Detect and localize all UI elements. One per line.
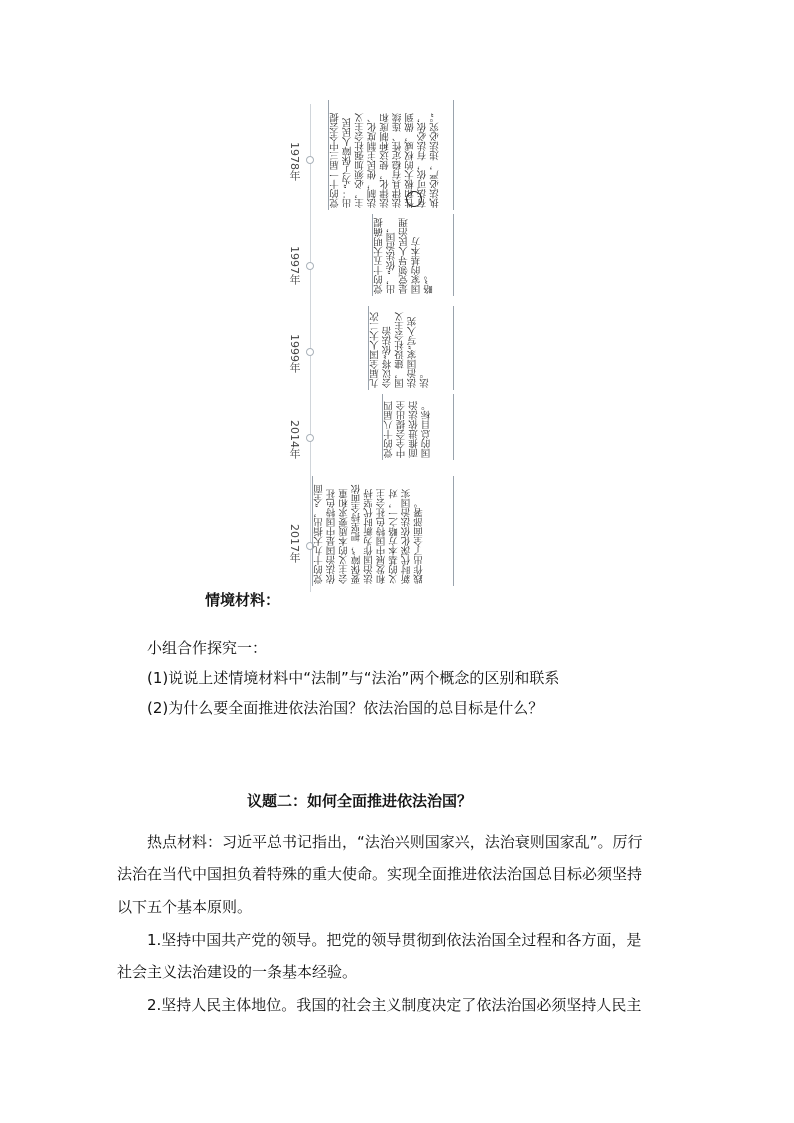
timeline-figure <box>272 96 472 606</box>
timeline-year: 1999年 <box>288 334 301 373</box>
timeline-year: 2014年 <box>288 420 301 459</box>
circled-char-mark <box>406 191 422 207</box>
timeline-dot <box>306 262 314 270</box>
group-task-q2: (2)为什么要全面推进依法治国？依法治国的总目标是什么？ <box>147 699 544 717</box>
group-task-title: 小组合作探究一： <box>147 639 268 657</box>
group-task-q1: (1)说说上述情境材料中“法制”与“法治”两个概念的区别和联系 <box>147 669 560 687</box>
paragraph-line: 法治在当代中国担负着特殊的重大使命。实现全面推进依法治国总目标必须坚持 <box>117 865 643 883</box>
timeline-dot <box>306 348 314 356</box>
topic2-heading: 议题二：如何全面推进依法治国？ <box>247 792 473 810</box>
timeline-year: 1997年 <box>288 246 301 285</box>
paragraph-line: 以下五个基本原则。 <box>117 898 253 916</box>
paragraph-line: 2.坚持人民主体地位。我国的社会主义制度决定了依法治国必须坚持人民主 <box>147 996 642 1014</box>
timeline-text: 党的十九大指出，“全面依法治国是中国特色社会主义的本质要求和重要保障”，把坚持全面依法治国作为新时代坚持和发展中国特色社会主义的基本方略之一，对新时代深化依法治国实践作出了全面部署。 <box>314 484 425 584</box>
paragraph-line: 热点材料：习近平总书记指出，“法治兴则国家兴，法治衰则国家乱”。厉行 <box>147 833 643 851</box>
timeline-text: 党的十五大明确提出，“依法治国，是党领导人民治理国家的基本方略”。 <box>374 218 435 294</box>
timeline-text: 党的十一届三中全会提出：“为了保障人民民主，必须加强社会主义法制，使民主制度化、法律化，使这种制度和法律具有稳定性、连续性和极大的权威，做到有法可依，有法必依，执法必严，违法必究。” <box>330 112 441 208</box>
situation-label: 情境材料： <box>205 591 281 609</box>
timeline-text: 九届全国人大二次会议将“依法治国，建设社会主义法治国家”写入宪法。 <box>370 312 431 388</box>
timeline-year: 2017年 <box>288 524 301 563</box>
paragraph-line: 社会主义法治建设的一条基本经验。 <box>117 963 358 981</box>
timeline-year: 1978年 <box>288 142 301 181</box>
timeline-text: 党的十八届四中全会提出全面推进依法治国的总目标。 <box>384 401 433 458</box>
timeline-dot <box>306 434 314 442</box>
paragraph-line: 1.坚持中国共产党的领导。把党的领导贯彻到依法治国全过程和各方面，是 <box>147 931 642 949</box>
timeline-dot <box>306 156 314 164</box>
